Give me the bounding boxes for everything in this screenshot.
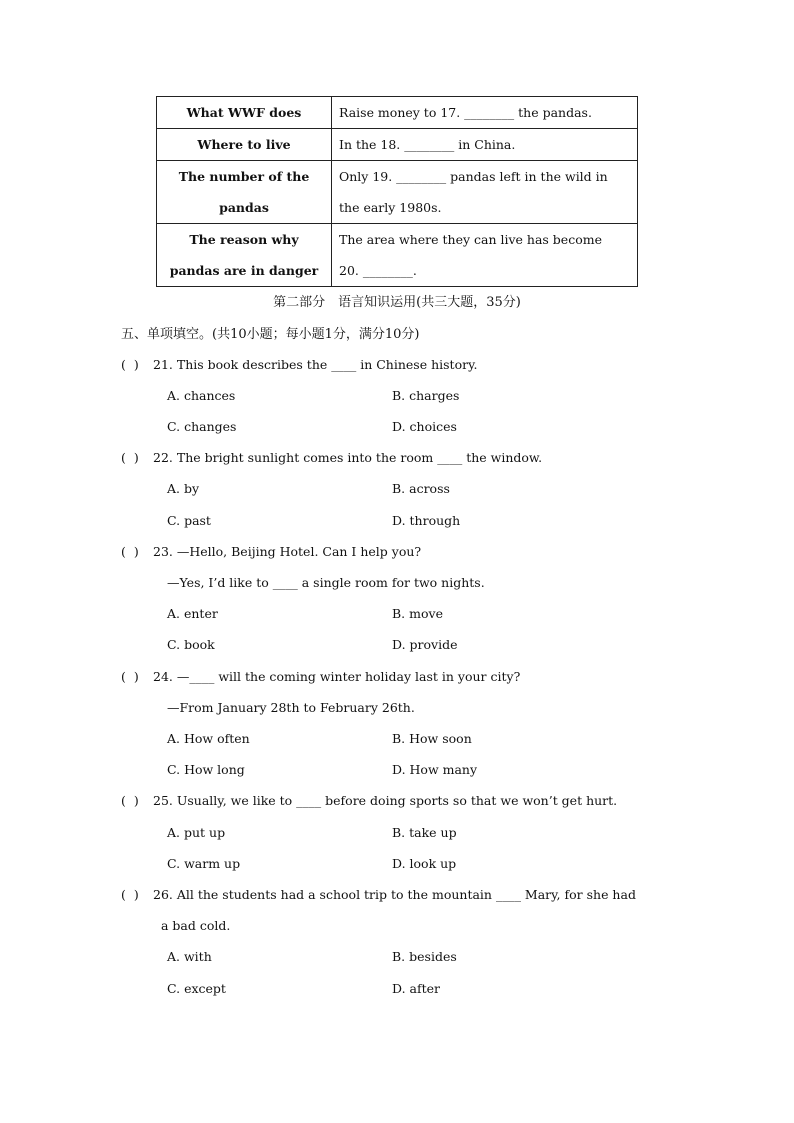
- question-continuation: —Yes, I’d like to ____ a single room for two nights.: [167, 575, 485, 590]
- question-text: 23. —Hello, Beijing Hotel. Can I help you?: [153, 544, 422, 559]
- answer-blank[interactable]: ( ): [121, 450, 139, 465]
- answer-blank[interactable]: ( ): [121, 357, 139, 372]
- option-c: C. changes: [167, 419, 237, 434]
- question-26: [121, 887, 636, 902]
- answer-blank[interactable]: ( ): [121, 793, 139, 808]
- table-value: Raise money to 17. ________ the pandas.: [332, 97, 638, 129]
- section-title: 五、单项填空。(共10小题；每小题1分，满分10分): [121, 327, 420, 342]
- question-24: [121, 669, 520, 684]
- answer-blank[interactable]: ( ): [121, 887, 139, 902]
- table-key: What WWF does: [157, 97, 332, 129]
- option-a: A. put up: [167, 825, 226, 840]
- option-a: A. by: [167, 481, 200, 496]
- table-row: [157, 129, 638, 161]
- option-b: B. across: [392, 481, 450, 496]
- option-d: D. after: [392, 981, 440, 996]
- option-d: D. look up: [392, 856, 457, 871]
- option-a: A. How often: [167, 731, 250, 746]
- option-c: C. How long: [167, 762, 245, 777]
- question-21: [121, 357, 477, 372]
- table-value: The area where they can live has become 20. ________.: [332, 224, 638, 287]
- option-d: D. provide: [392, 637, 458, 652]
- part-title: 第二部分 语言知识运用(共三大题，35分): [273, 295, 521, 310]
- table-key: The reason why pandas are in danger: [157, 224, 332, 287]
- option-a: A. chances: [167, 388, 236, 403]
- table-row: [157, 224, 638, 287]
- question-22: [121, 450, 542, 465]
- question-text: 21. This book describes the ____ in Chinese history.: [153, 357, 478, 372]
- option-d: D. through: [392, 513, 461, 528]
- question-text: 22. The bright sunlight comes into the room ____ the window.: [153, 450, 543, 465]
- option-c: C. book: [167, 637, 215, 652]
- question-continuation: a bad cold.: [161, 918, 231, 933]
- option-b: B. take up: [392, 825, 457, 840]
- option-b: B. move: [392, 606, 443, 621]
- table-key: Where to live: [157, 129, 332, 161]
- table-row: [157, 97, 638, 129]
- answer-blank[interactable]: ( ): [121, 544, 139, 559]
- option-b: B. How soon: [392, 731, 472, 746]
- option-c: C. except: [167, 981, 226, 996]
- table-value: Only 19. ________ pandas left in the wild in the early 1980s.: [332, 161, 638, 224]
- question-continuation: —From January 28th to February 26th.: [167, 700, 415, 715]
- option-c: C. past: [167, 513, 211, 528]
- answer-blank[interactable]: ( ): [121, 669, 139, 684]
- option-d: D. choices: [392, 419, 457, 434]
- table-value: In the 18. ________ in China.: [332, 129, 638, 161]
- question-25: [121, 793, 617, 808]
- info-table: [156, 96, 638, 287]
- question-23: [121, 544, 421, 559]
- question-text: 26. All the students had a school trip to the mountain ____ Mary, for she had: [153, 887, 636, 902]
- option-a: A. with: [167, 949, 212, 964]
- option-c: C. warm up: [167, 856, 241, 871]
- question-text: 24. —____ will the coming winter holiday last in your city?: [153, 669, 521, 684]
- option-b: B. charges: [392, 388, 460, 403]
- table-row: [157, 161, 638, 224]
- option-a: A. enter: [167, 606, 218, 621]
- question-text: 25. Usually, we like to ____ before doing sports so that we won’t get hurt.: [153, 793, 618, 808]
- option-b: B. besides: [392, 949, 457, 964]
- table-key: The number of the pandas: [157, 161, 332, 224]
- option-d: D. How many: [392, 762, 478, 777]
